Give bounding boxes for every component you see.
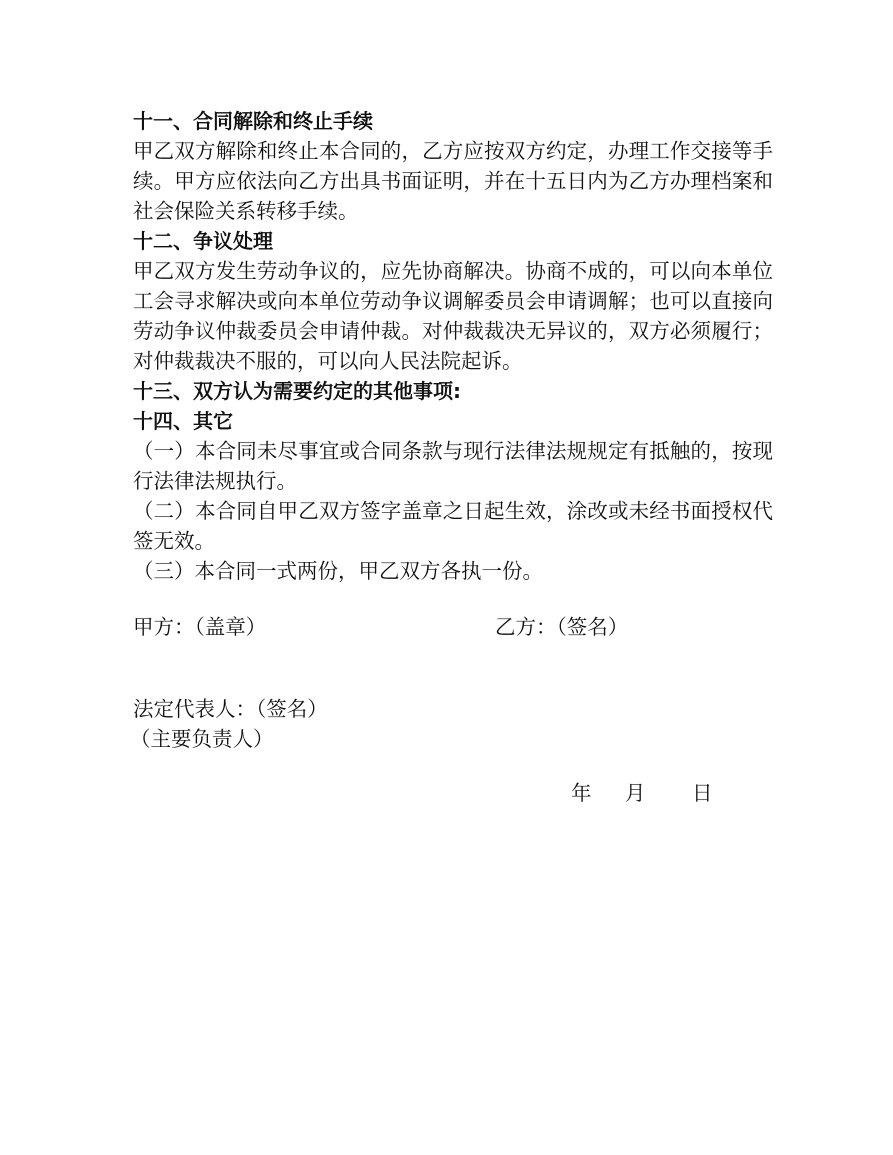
section-14-heading: 十四、其它 — [133, 409, 233, 433]
section-13-heading: 十三、双方认为需要约定的其他事项: — [133, 379, 461, 403]
date-month-label: 月 — [625, 781, 646, 805]
section-11-heading: 十一、合同解除和终止手续 — [133, 109, 373, 133]
party-a-signature: 甲方：（盖章） — [133, 615, 267, 639]
section-12-heading: 十二、争议处理 — [133, 229, 273, 253]
section-14-item-1: （一）本合同未尽事宜或合同条款与现行法律法规规定有抵触的，按现行法律法规执行。 — [133, 439, 773, 493]
section-12-body: 甲乙双方发生劳动争议的，应先协商解决。协商不成的，可以向本单位工会寻求解决或向本单位劳动争议调解委员会申请调解；也可以直接向劳动争议仲裁委员会申请仲裁。对仲裁裁决无异议的，双方必须履行；对仲裁裁决不服的，可以向人民法院起诉。 — [133, 259, 773, 373]
party-b-signature: 乙方：（签名） — [495, 615, 629, 639]
legal-representative-note: （主要负责人） — [130, 727, 274, 751]
section-14-item-3: （三）本合同一式两份，甲乙双方各执一份。 — [133, 559, 543, 583]
legal-representative-signature: 法定代表人：（签名） — [133, 697, 328, 721]
date-year-label: 年 — [571, 781, 592, 805]
date-day-label: 日 — [692, 781, 713, 805]
section-11-body: 甲乙双方解除和终止本合同的，乙方应按双方约定，办理工作交接等手续。甲方应依法向乙方出具书面证明，并在十五日内为乙方办理档案和社会保险关系转移手续。 — [133, 139, 773, 223]
section-14-item-2: （二）本合同自甲乙双方签字盖章之日起生效，涂改或未经书面授权代签无效。 — [133, 499, 773, 553]
contract-body — [133, 106, 773, 586]
